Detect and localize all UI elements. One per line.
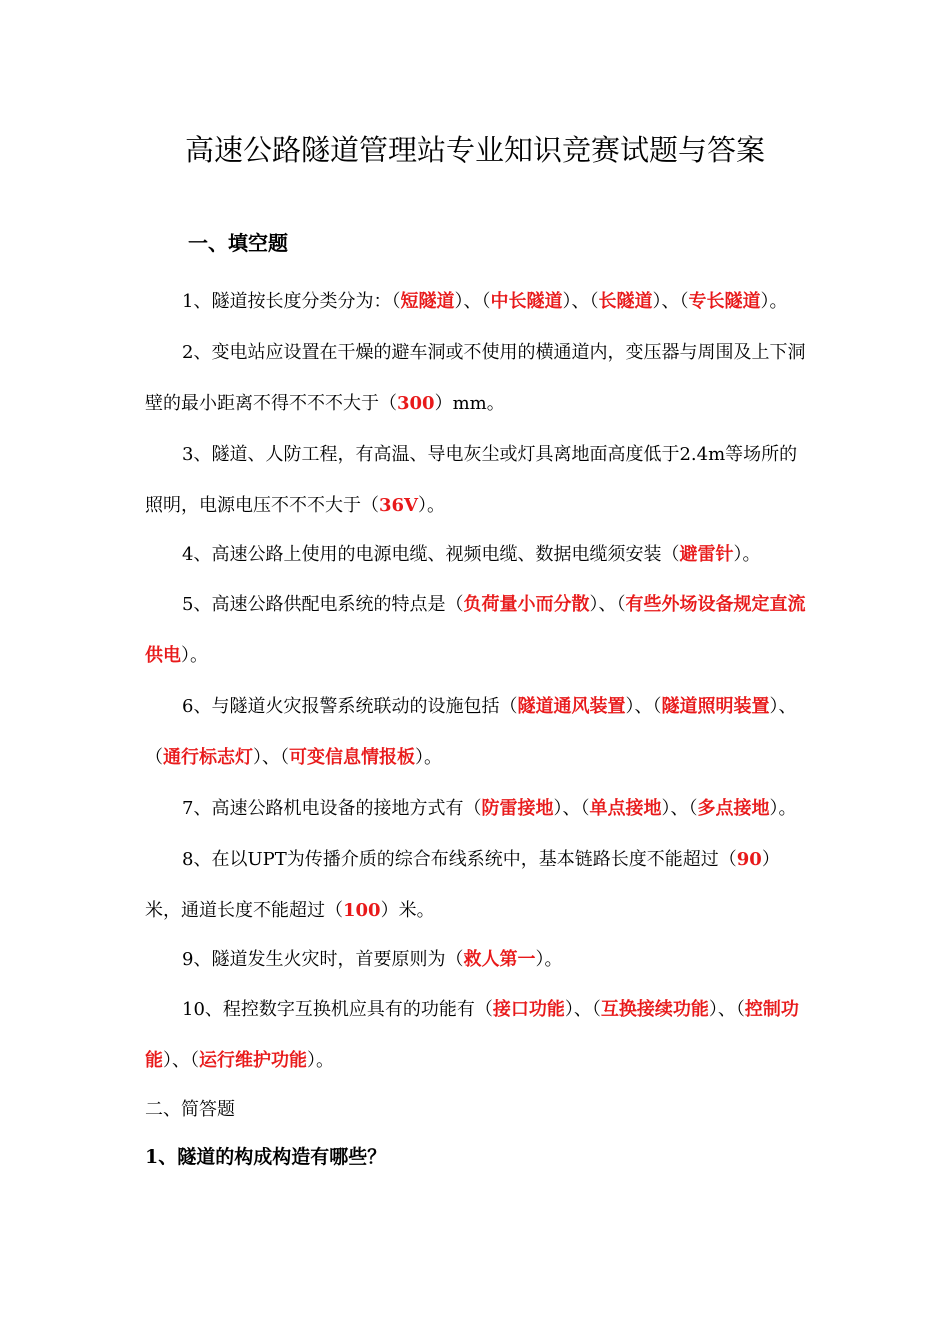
question-text: ）、（ (708, 999, 745, 1020)
answer-text: 可变信息情报板 (289, 747, 415, 768)
answer-text: 防雷接地 (481, 798, 554, 819)
answer-text: 短隧道 (400, 291, 455, 312)
question-text: 10、程控数字互换机应具有的功能有（ (182, 999, 493, 1020)
answer-text: 负荷量小而分散 (463, 594, 590, 615)
question-text: ）、（ (163, 1050, 199, 1071)
short-answer-question-1: 1、隧道的构成构造有哪些？ (145, 1146, 387, 1168)
question-text: 1、隧道按长度分类分为：（ (182, 291, 401, 312)
question-text: ）。 (769, 798, 797, 819)
answer-text: 救人第一 (463, 949, 536, 970)
question-text: ）米，通道长度不能超过（ (145, 849, 780, 921)
question-text: ）。 (415, 747, 442, 768)
question-text: ）、（ (253, 747, 289, 768)
section-heading-fill-in: 一、填空题 (188, 231, 288, 255)
question-text: 6、与隧道火灾报警系统联动的设施包括（ (182, 696, 518, 717)
answer-text: 36V (379, 495, 419, 516)
question-text: ）米。 (380, 900, 435, 921)
question-text: ）、（ (562, 291, 599, 312)
question-2 (145, 327, 810, 429)
question-8 (145, 834, 810, 936)
answer-text: 避雷针 (679, 544, 734, 565)
answer-text: 互换接续功能 (600, 999, 709, 1020)
question-text: ）、（ (625, 696, 662, 717)
question-text: ）、（ (564, 999, 601, 1020)
question-5 (145, 579, 810, 681)
question-7 (145, 783, 810, 834)
answer-text: 中长隧道 (490, 291, 563, 312)
question-text: 9、隧道发生火灾时，首要原则为（ (182, 949, 464, 970)
answer-text: 长隧道 (598, 291, 653, 312)
answer-text: 隧道通风装置 (517, 696, 626, 717)
section-heading-short-answer: 二、简答题 (145, 1099, 235, 1120)
question-text: 8、在以UPT为传播介质的综合布线系统中，基本链路长度不能超过（ (182, 849, 737, 870)
question-4 (145, 531, 810, 579)
question-text: ）、（ (454, 291, 491, 312)
question-text: 4、高速公路上使用的电源电缆、视频电缆、数据电缆须安装（ (182, 544, 680, 565)
question-text: ）。 (733, 544, 761, 565)
answer-text: 多点接地 (697, 798, 770, 819)
question-text: ）、（ (145, 696, 797, 768)
question-text: ）。 (535, 949, 563, 970)
question-text: ）。 (307, 1050, 334, 1071)
answer-text: 控制功能 (145, 999, 799, 1071)
question-text: ）、（ (652, 291, 689, 312)
question-9 (145, 936, 810, 984)
question-text: ）。 (760, 291, 788, 312)
answer-text: 接口功能 (492, 999, 565, 1020)
answer-text: 100 (343, 900, 381, 921)
answer-text: 90 (736, 849, 762, 870)
answer-text: 有些外场设备规定直流供电 (145, 594, 806, 666)
answer-text: 300 (397, 393, 435, 414)
question-text: 2、变电站应设置在干燥的避车洞或不使用的横通道内，变压器与周围及上下洞壁的最小距离不得不不不大于（ (145, 342, 806, 414)
question-text: 3、隧道、人防工程，有高温、导电灰尘或灯具离地面高度低于2.4m等场所的照明，电源电压不不不大于（ (145, 444, 798, 516)
document-title: 高速公路隧道管理站专业知识竞赛试题与答案 (184, 133, 765, 167)
question-text: ）、（ (553, 798, 590, 819)
question-text: ）、（ (589, 594, 626, 615)
question-10 (145, 984, 810, 1086)
document-body (145, 276, 810, 1181)
question-3 (145, 429, 810, 531)
answer-text: 专长隧道 (688, 291, 761, 312)
question-1 (145, 276, 810, 327)
answer-text: 单点接地 (589, 798, 662, 819)
answer-text: 运行维护功能 (199, 1050, 307, 1071)
question-text: ）。 (418, 495, 446, 516)
question-text: ）。 (181, 645, 208, 666)
question-6 (145, 681, 810, 783)
answer-text: 通行标志灯 (163, 747, 253, 768)
question-text: ）、（ (661, 798, 698, 819)
question-text: 7、高速公路机电设备的接地方式有（ (182, 798, 482, 819)
question-text: ）mm。 (434, 393, 505, 414)
question-text: 5、高速公路供配电系统的特点是（ (182, 594, 464, 615)
answer-text: 隧道照明装置 (661, 696, 770, 717)
